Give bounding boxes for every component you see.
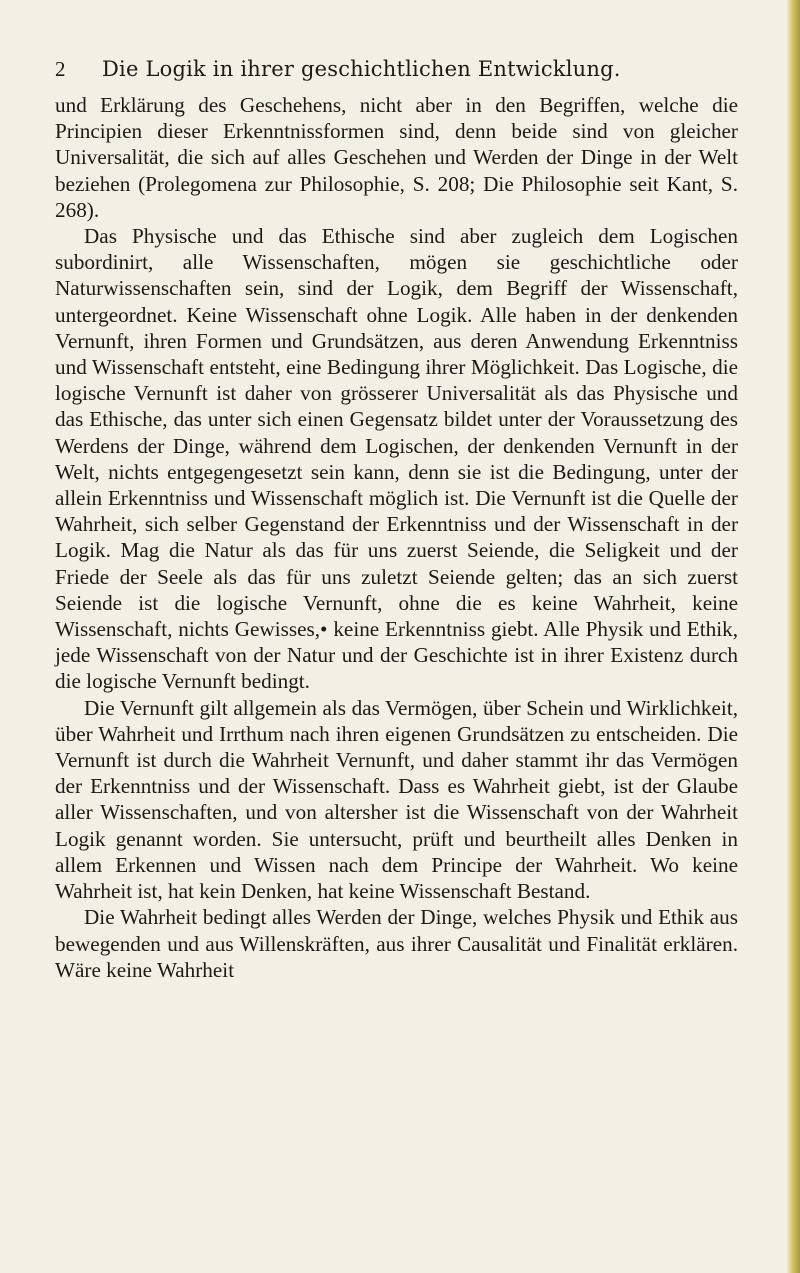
- page-header: [55, 54, 745, 84]
- paragraph-4: Die Wahrheit bedingt alles Werden der Dinge, welches Physik und Ethik aus bewegenden und aus Willenskräften, aus ihrer Causalität und Finalität erklären. Wäre keine Wahrheit: [55, 905, 738, 982]
- paragraph-1: und Erklärung des Geschehens, nicht aber in den Begriffen, welche die Principien dieser Erkenntnissformen sind, denn beide sind von gleicher Universalität, die sich auf alles Geschehen und Werden der Dinge in der Welt beziehen (Prolegomena zur Philosophie, S. 208; Die Philosophie seit Kant, S. 268).: [55, 93, 738, 222]
- paragraph-2: Das Physische und das Ethische sind aber zugleich dem Logischen subordinirt, alle Wissenschaften, mögen sie geschichtliche oder Naturwissenschaften sein, sind der Logik, dem Begriff der Wissenschaft, untergeordnet. Keine Wissenschaft ohne Logik. Alle haben in der denkenden Vernunft, ihren Formen und Grundsätzen, aus deren Anwendung Erkenntniss und Wissenschaft entsteht, eine Bedingung ihrer Möglichkeit. Das Logische, die logische Vernunft ist daher von grösserer Universalität als das Physische und das Ethische, das unter sich einen Gegensatz bildet unter der Voraussetzung des Werdens der Dinge, während dem Logischen, der denkenden Vernunft in der Welt, nichts entgegengesetzt sein kann, denn sie ist die Bedingung, unter der allein Erkenntniss und Wissenschaft möglich ist. Die Vernunft ist die Quelle der Wahrheit, sich selber Gegenstand der Erkenntniss und der Wissenschaft in der Logik. Mag die Natur als das für uns zuerst Seiende, die Seligkeit und der Friede der Seele als das für uns zuletzt Seiende gelten; das an sich zuerst Seiende ist die logische Vernunft, ohne die es keine Wahrheit, keine Wissenschaft, nichts Gewisses,• keine Erkenntniss giebt. Alle Physik und Ethik, jede Wissenschaft von der Natur und der Geschichte ist in ihrer Existenz durch die logische Vernunft bedingt.: [55, 224, 738, 694]
- page-edge-shadow: [786, 0, 800, 1273]
- body-text: [55, 92, 738, 983]
- paragraph-3: Die Vernunft gilt allgemein als das Vermögen, über Schein und Wirklichkeit, über Wahrheit und Irrthum nach ihren eigenen Grundsätzen zu entscheiden. Die Vernunft ist durch die Wahrheit Vernunft, und daher stammt ihr das Vermögen der Erkenntniss und der Wissenschaft. Dass es Wahrheit giebt, ist der Glaube aller Wissenschaften, und von altersher ist die Wissenschaft von der Wahrheit Logik genannt worden. Sie untersucht, prüft und beurtheilt alles Denken in allem Erkennen und Wissen nach dem Principe der Wahrheit. Wo keine Wahrheit ist, hat kein Denken, hat keine Wissenschaft Bestand.: [55, 695, 738, 904]
- running-head: Die Logik in ihrer geschichtlichen Entwicklung.: [102, 57, 621, 81]
- page-number: 2: [55, 57, 66, 81]
